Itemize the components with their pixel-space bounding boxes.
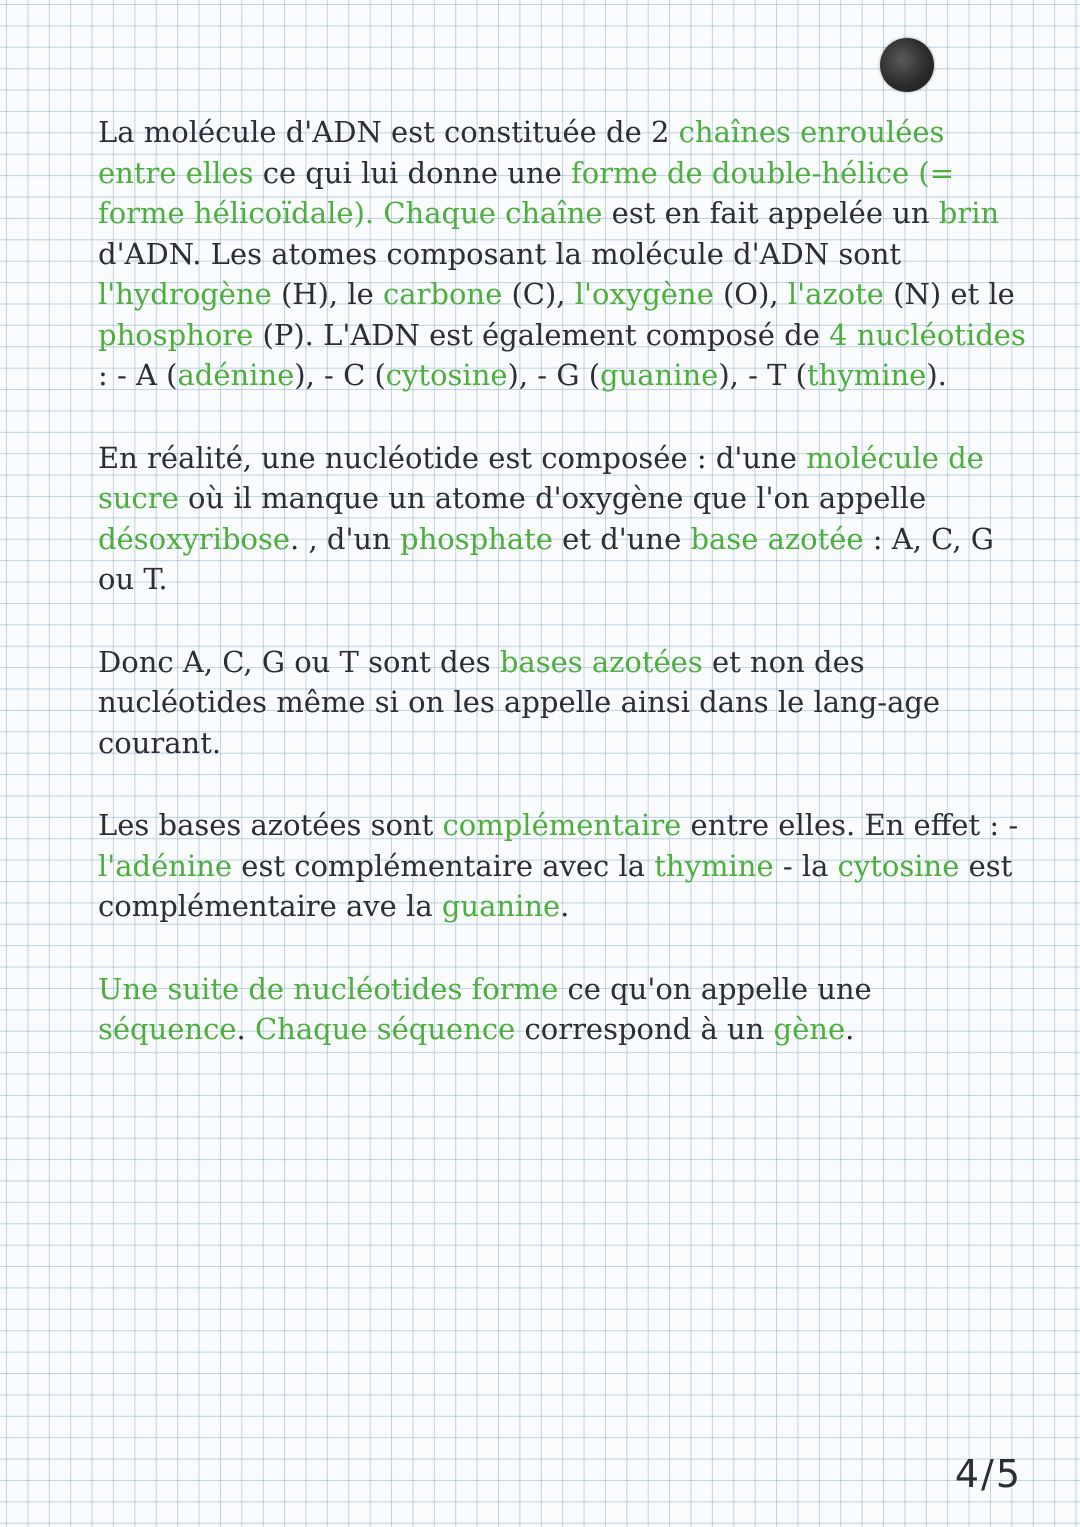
note-text: .: [236, 1012, 255, 1046]
note-paragraph: [98, 805, 1028, 927]
note-text: : - A (: [98, 358, 178, 392]
note-text: correspond à un: [515, 1012, 774, 1046]
note-text: où il manque un atome d'oxygène que l'on appelle: [178, 481, 927, 515]
note-text: : A, C, G ou T.: [98, 521, 994, 596]
note-text: . , d'un: [290, 521, 400, 556]
note-text: ), - T (: [718, 358, 807, 392]
note-paragraph: [98, 642, 1028, 764]
highlighted-term: l'adénine: [98, 848, 233, 883]
highlighted-term: cytosine: [385, 358, 508, 392]
note-text: ), - G (: [507, 358, 601, 392]
note-text: entre elles. En effet : -: [681, 808, 1019, 842]
highlighted-term: phosphore: [98, 317, 254, 352]
highlighted-term: molécule de sucre: [98, 440, 984, 515]
note-text: (N) et le: [883, 277, 1015, 311]
note-text: ce qui lui donne une: [253, 155, 572, 190]
note-paragraph: [98, 969, 1028, 1050]
highlighted-term: Chaque chaîne: [383, 196, 603, 230]
note-paragraph: [98, 438, 1028, 600]
notes-body: [98, 112, 1028, 1050]
highlighted-term: base azotée: [690, 521, 864, 556]
binding-hole: [880, 38, 934, 92]
highlighted-term: brin: [938, 196, 1000, 230]
highlighted-term: désoxyribose: [98, 521, 291, 556]
note-text: d'ADN. Les atomes composant la molécule d'ADN sont: [98, 236, 902, 271]
note-text: ).: [926, 358, 947, 392]
note-text: est en fait appelée un: [602, 196, 939, 230]
highlighted-term: 4 nucléotides: [829, 317, 1026, 352]
note-text: En réalité, une nucléotide est composée : d'une: [98, 440, 807, 475]
note-text: est complémentaire avec la: [232, 848, 655, 883]
note-text: (H), le: [271, 277, 383, 311]
highlighted-term: bases azotées: [499, 644, 703, 679]
highlighted-term: thymine: [807, 358, 927, 392]
highlighted-term: l'hydrogène: [98, 277, 272, 311]
note-text: ce qu'on appelle une: [558, 971, 872, 1006]
highlighted-term: guanine: [600, 358, 719, 392]
highlighted-term: adénine: [177, 358, 295, 392]
note-text: .: [560, 889, 570, 923]
note-text: (P). L'ADN est également composé de: [253, 317, 830, 352]
highlighted-term: l'oxygène: [574, 277, 714, 311]
note-text: est complémentaire ave la: [98, 848, 1013, 923]
note-text: Les bases azotées sont: [98, 808, 443, 842]
note-text: Donc A, C, G ou T sont des: [98, 644, 500, 679]
note-text: - la: [773, 848, 838, 883]
note-text: (O),: [713, 277, 788, 311]
highlighted-term: cytosine: [837, 848, 960, 883]
highlighted-term: Une suite de nucléotides forme: [98, 971, 559, 1006]
highlighted-term: séquence: [98, 1012, 237, 1046]
highlighted-term: Chaque séquence: [254, 1012, 516, 1046]
note-text: .: [845, 1012, 855, 1046]
note-text: et d'une: [552, 521, 691, 556]
highlighted-term: l'azote: [787, 277, 884, 311]
highlighted-term: complémentaire: [442, 808, 682, 842]
highlighted-term: carbone: [383, 277, 503, 311]
note-text: [374, 196, 383, 230]
highlighted-term: guanine: [441, 889, 561, 923]
highlighted-term: forme de double-hélice (= forme hélicoïdale).: [98, 155, 955, 230]
page-number: 4/5: [954, 1452, 1022, 1496]
note-text: et non des nucléotides même si on les appelle ainsi dans le lang-age courant.: [98, 644, 941, 760]
note-text: La molécule d'ADN est constituée de 2: [98, 115, 679, 149]
highlighted-term: thymine: [654, 848, 774, 883]
highlighted-term: gène: [773, 1012, 846, 1046]
note-text: ), - C (: [294, 358, 386, 392]
note-text: (C),: [502, 277, 575, 311]
highlighted-term: phosphate: [400, 521, 553, 556]
highlighted-term: chaînes enroulées entre elles: [98, 115, 945, 190]
note-paragraph: [98, 112, 1028, 396]
